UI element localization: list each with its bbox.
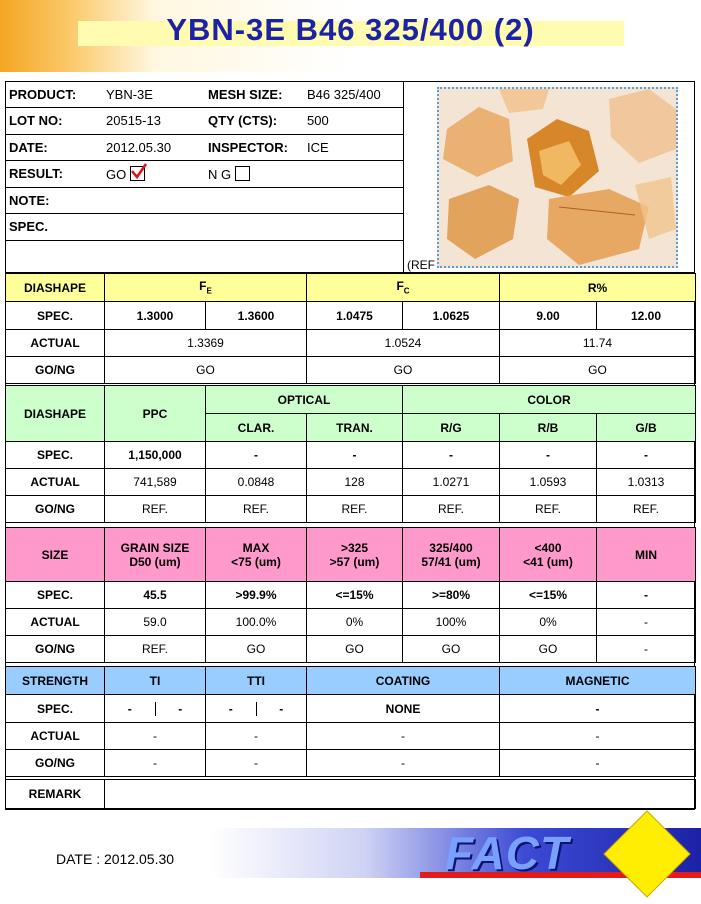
- max-gong: GO: [206, 636, 307, 663]
- ng-checkbox-icon[interactable]: [235, 166, 250, 181]
- date-value: 2012.05.30: [102, 134, 204, 161]
- gong-row-label: GO/NG: [6, 636, 105, 663]
- fe-header: $F_E$: [105, 274, 307, 302]
- magnetic-header: MAGNETIC: [500, 667, 696, 695]
- actual-row-label: ACTUAL: [6, 330, 105, 357]
- coating-spec: NONE: [307, 695, 500, 723]
- min-actual: -: [597, 609, 696, 636]
- fc-gong: GO: [307, 357, 500, 384]
- gt325-spec: <=15%: [307, 582, 403, 609]
- gb-gong: REF.: [597, 496, 696, 523]
- fc-max: 1.0625: [403, 302, 500, 330]
- 325-400-gong: GO: [403, 636, 500, 663]
- ppc-spec: 1,150,000: [105, 442, 206, 469]
- gong-row-label: GO/NG: [6, 357, 105, 384]
- gt325-header: >325 >57 (um): [307, 528, 403, 582]
- grain-size-actual: 59.0: [105, 609, 206, 636]
- rg-header: R/G: [403, 414, 500, 442]
- product-label: PRODUCT:: [5, 81, 102, 108]
- min-spec: -: [597, 582, 696, 609]
- sample-photo: [437, 87, 678, 268]
- ref-label: (REF: [407, 258, 435, 272]
- go-checkbox-checked-icon[interactable]: [130, 166, 145, 181]
- lt400-gong: GO: [500, 636, 597, 663]
- tran-gong: REF.: [307, 496, 403, 523]
- coating-header: COATING: [307, 667, 500, 695]
- inspector-value: ICE: [303, 134, 404, 161]
- spec-row-label: SPEC.: [6, 695, 105, 723]
- strength-header: STRENGTH: [6, 667, 105, 695]
- spec-row-label: SPEC.: [6, 442, 105, 469]
- page-title: YBN-3E B46 325/400 (2): [166, 12, 535, 47]
- ti-gong: -: [105, 750, 206, 777]
- gb-header: G/B: [597, 414, 696, 442]
- diamond-logo-icon: [602, 809, 692, 899]
- r-min: 9.00: [500, 302, 597, 330]
- ti-header: TI: [105, 667, 206, 695]
- info-divider: [403, 81, 404, 273]
- fact-logo: FACT: [445, 827, 570, 879]
- r-max: 12.00: [597, 302, 696, 330]
- remark-table: [5, 779, 696, 809]
- rg-actual: 1.0271: [403, 469, 500, 496]
- ppc-actual: 741,589: [105, 469, 206, 496]
- rg-gong: REF.: [403, 496, 500, 523]
- magnetic-spec: -: [500, 695, 696, 723]
- fe-max: 1.3600: [206, 302, 307, 330]
- remark-value: [105, 780, 696, 809]
- mesh-label: MESH SIZE:: [204, 81, 303, 108]
- gt325-gong: GO: [307, 636, 403, 663]
- ti-actual: -: [105, 723, 206, 750]
- max-actual: 100.0%: [206, 609, 307, 636]
- optical-header: OPTICAL: [206, 386, 403, 414]
- diashape-header: DIASHAPE: [6, 274, 105, 302]
- lt400-actual: 0%: [500, 609, 597, 636]
- mesh-value: B46 325/400: [303, 81, 404, 108]
- lt400-spec: <=15%: [500, 582, 597, 609]
- spec-row-label: SPEC.: [6, 302, 105, 330]
- clar-gong: REF.: [206, 496, 307, 523]
- actual-row-label: ACTUAL: [6, 609, 105, 636]
- inspector-label: INSPECTOR:: [204, 134, 303, 161]
- rb-gong: REF.: [500, 496, 597, 523]
- diashape-f-table: [5, 273, 696, 384]
- result-label: RESULT:: [5, 161, 102, 188]
- strength-table: [5, 666, 696, 777]
- fc-header: $F_C$: [307, 274, 500, 302]
- gb-actual: 1.0313: [597, 469, 696, 496]
- qty-label: QTY (CTS):: [204, 108, 303, 135]
- clar-actual: 0.0848: [206, 469, 307, 496]
- optical-color-table: [5, 385, 696, 523]
- color-header: COLOR: [403, 386, 696, 414]
- fe-actual: 1.3369: [105, 330, 307, 357]
- min-header: MIN: [597, 528, 696, 582]
- magnetic-gong: -: [500, 750, 696, 777]
- spec-row-label: SPEC.: [6, 582, 105, 609]
- fe-min: 1.3000: [105, 302, 206, 330]
- fc-actual: 1.0524: [307, 330, 500, 357]
- 325-400-spec: >=80%: [403, 582, 500, 609]
- r-percent-header: R%: [500, 274, 696, 302]
- gt325-actual: 0%: [307, 609, 403, 636]
- coating-gong: -: [307, 750, 500, 777]
- gong-row-label: GO/NG: [6, 750, 105, 777]
- actual-row-label: ACTUAL: [6, 723, 105, 750]
- lot-label: LOT NO:: [5, 108, 102, 135]
- actual-row-label: ACTUAL: [6, 469, 105, 496]
- ng-label: N G: [208, 166, 232, 182]
- 325-400-actual: 100%: [403, 609, 500, 636]
- max-header: MAX <75 (um): [206, 528, 307, 582]
- lt400-header: <400 <41 (um): [500, 528, 597, 582]
- tran-spec: -: [307, 442, 403, 469]
- magnetic-actual: -: [500, 723, 696, 750]
- footer-date: DATE : 2012.05.30: [56, 851, 175, 867]
- note-label: NOTE:: [5, 187, 102, 214]
- r-gong: GO: [500, 357, 696, 384]
- result-go: [102, 161, 204, 188]
- ppc-gong: REF.: [105, 496, 206, 523]
- max-spec: >99.9%: [206, 582, 307, 609]
- rg-spec: -: [403, 442, 500, 469]
- fe-gong: GO: [105, 357, 307, 384]
- size-header: SIZE: [6, 528, 105, 582]
- diashape-header-2: DIASHAPE: [6, 386, 105, 442]
- lot-value: 20515-13: [102, 108, 204, 135]
- coating-actual: -: [307, 723, 500, 750]
- tti-gong: -: [206, 750, 307, 777]
- gong-row-label: GO/NG: [6, 496, 105, 523]
- product-value: YBN-3E: [102, 81, 204, 108]
- grain-size-spec: 45.5: [105, 582, 206, 609]
- tti-spec: - -: [206, 695, 307, 723]
- qty-value: 500: [303, 108, 404, 135]
- info-table: [5, 81, 404, 241]
- ti-spec: - -: [105, 695, 206, 723]
- date-label: DATE:: [5, 134, 102, 161]
- tran-actual: 128: [307, 469, 403, 496]
- go-label: GO: [106, 166, 127, 182]
- ppc-header: PPC: [105, 386, 206, 442]
- rb-spec: -: [500, 442, 597, 469]
- tran-header: TRAN.: [307, 414, 403, 442]
- 325-400-header: 325/400 57/41 (um): [403, 528, 500, 582]
- clar-header: CLAR.: [206, 414, 307, 442]
- fc-min: 1.0475: [307, 302, 403, 330]
- rb-actual: 1.0593: [500, 469, 597, 496]
- grain-size-header: GRAIN SIZE D50 (um): [105, 528, 206, 582]
- min-gong: -: [597, 636, 696, 663]
- rb-header: R/B: [500, 414, 597, 442]
- result-ng: [204, 161, 303, 188]
- grain-size-gong: REF.: [105, 636, 206, 663]
- spec-label: SPEC.: [5, 214, 102, 241]
- gb-spec: -: [597, 442, 696, 469]
- r-actual: 11.74: [500, 330, 696, 357]
- clar-spec: -: [206, 442, 307, 469]
- remark-label: REMARK: [6, 780, 105, 809]
- size-table: [5, 527, 696, 663]
- tti-actual: -: [206, 723, 307, 750]
- tti-header: TTI: [206, 667, 307, 695]
